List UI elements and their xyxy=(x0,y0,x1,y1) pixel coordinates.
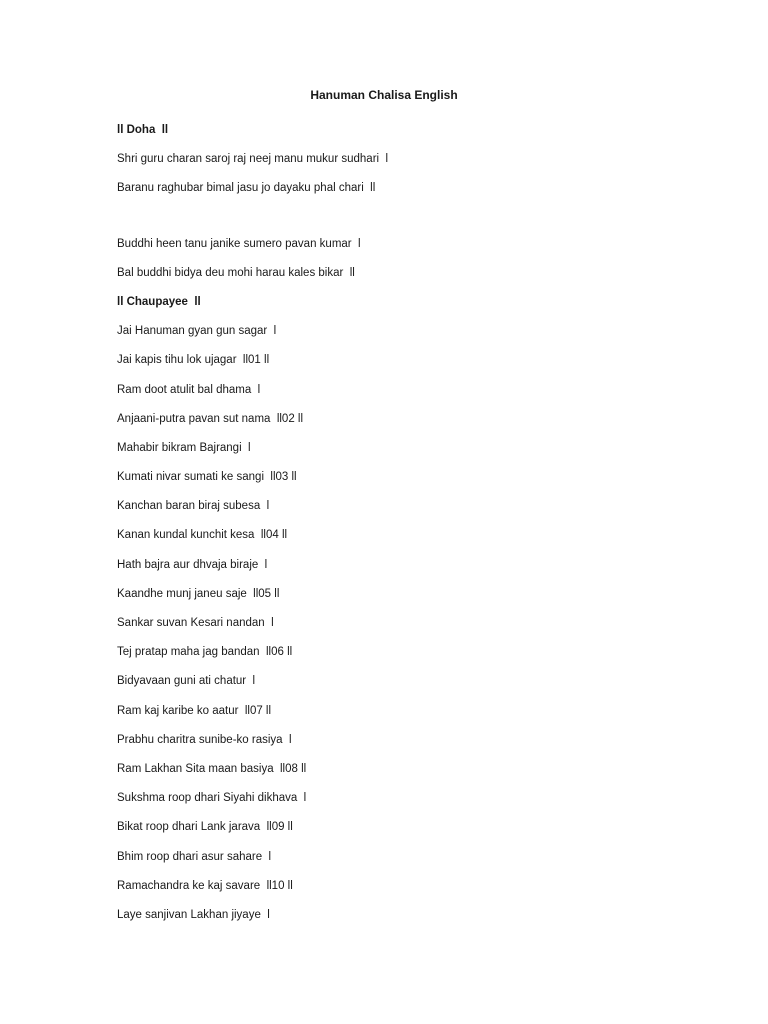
verse-line: Kaandhe munj janeu saje ll05 ll xyxy=(117,587,280,600)
verse-line: Hath bajra aur dhvaja biraje l xyxy=(117,558,268,571)
verse-line: Bal buddhi bidya deu mohi harau kales bikar ll xyxy=(117,266,355,279)
verse-line: Bidyavaan guni ati chatur l xyxy=(117,675,256,688)
verse-line: Tej pratap maha jag bandan ll06 ll xyxy=(117,646,293,659)
section-heading: ll Chaupayee ll xyxy=(117,295,201,308)
section-heading: ll Doha ll xyxy=(117,124,169,136)
verse-line: Kumati nivar sumati ke sangi ll03 ll xyxy=(117,471,297,484)
blank-line xyxy=(117,204,717,230)
verse-line: Buddhi heen tanu janike sumero pavan kumar l xyxy=(117,237,361,250)
verse-line: Prabhu charitra sunibe-ko rasiya l xyxy=(117,733,292,746)
verse-line: Kanan kundal kunchit kesa ll04 ll xyxy=(117,529,288,542)
verse-line: Ram doot atulit bal dhama l xyxy=(117,383,261,396)
verse-line: Laye sanjivan Lakhan jiyaye l xyxy=(117,908,270,921)
verse-line: Ram kaj karibe ko aatur ll07 ll xyxy=(117,704,272,717)
verse-line: Jai kapis tihu lok ujagar ll01 ll xyxy=(117,354,270,367)
document-body xyxy=(117,116,717,930)
verse-line: Shri guru charan saroj raj neej manu mukur sudhari l xyxy=(117,153,389,166)
verse-line: Jai Hanuman gyan gun sagar l xyxy=(117,325,277,338)
verse-line: Mahabir bikram Bajrangi l xyxy=(117,441,251,454)
verse-line: Kanchan baran biraj subesa l xyxy=(117,500,270,513)
verse-line: Sukshma roop dhari Siyahi dikhava l xyxy=(117,792,307,805)
verse-line: Sankar suvan Kesari nandan l xyxy=(117,617,274,629)
page-title: Hanuman Chalisa English xyxy=(310,88,458,102)
verse-line: Bikat roop dhari Lank jarava ll09 ll xyxy=(117,821,293,834)
verse-line: Ramachandra ke kaj savare ll10 ll xyxy=(117,879,293,892)
verse-line: Baranu raghubar bimal jasu jo dayaku phal chari ll xyxy=(117,182,376,195)
verse-line: Anjaani-putra pavan sut nama ll02 ll xyxy=(117,412,304,425)
verse-line: Ram Lakhan Sita maan basiya ll08 ll xyxy=(117,762,307,775)
verse-line: Bhim roop dhari asur sahare l xyxy=(117,850,272,863)
